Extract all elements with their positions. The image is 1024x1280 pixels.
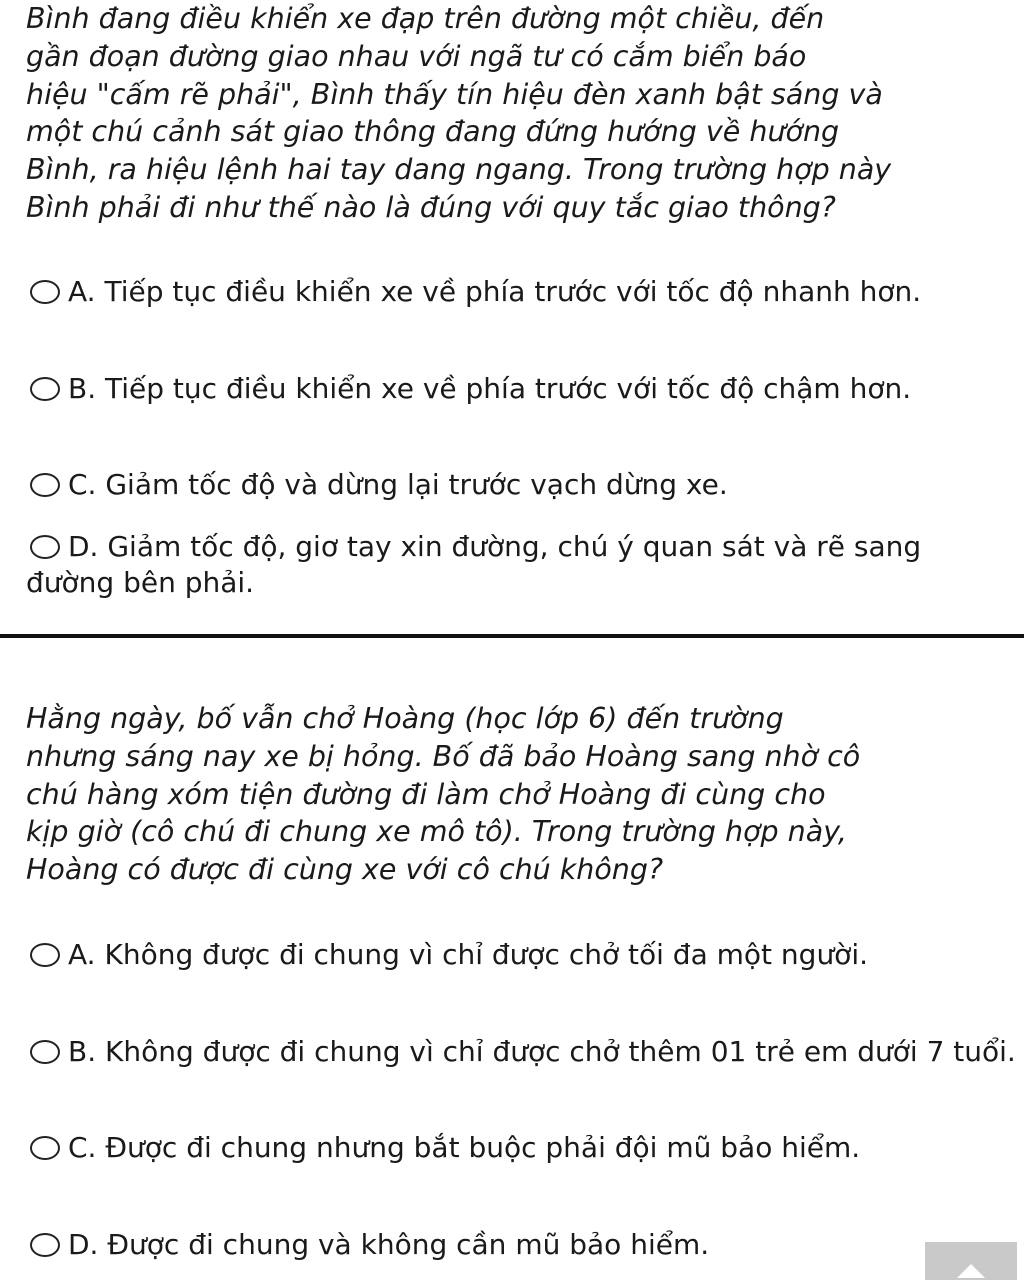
radio-circle-icon[interactable] [30,535,60,559]
question-1-option-b[interactable] [26,371,1016,407]
question-1-option-d[interactable] [26,529,1016,601]
question-2-option-a[interactable] [26,937,1016,973]
radio-circle-icon[interactable] [30,280,60,304]
radio-circle-icon[interactable] [30,1040,60,1064]
question-2-option-c[interactable] [26,1130,1016,1166]
radio-circle-icon[interactable] [30,943,60,967]
question-2-option-b[interactable] [26,1034,1016,1070]
radio-circle-icon[interactable] [30,377,60,401]
option-label: A. Không được đi chung vì chỉ được chở tối đa một người. [68,938,868,971]
option-label: D. Được đi chung và không cần mũ bảo hiểm. [68,1228,710,1261]
section-divider [0,634,1024,638]
option-label: C. Được đi chung nhưng bắt buộc phải đội mũ bảo hiểm. [68,1131,861,1164]
question-1-option-a[interactable] [26,274,1016,310]
option-label: B. Không được đi chung vì chỉ được chở thêm 01 trẻ em dưới 7 tuổi. [68,1035,1016,1068]
scroll-to-top-button[interactable] [925,1242,1017,1280]
option-label: C. Giảm tốc độ và dừng lại trước vạch dừng xe. [68,468,728,501]
question-1-option-c[interactable] [26,467,1016,503]
question-2-option-d[interactable] [26,1227,1016,1263]
radio-circle-icon[interactable] [30,1136,60,1160]
radio-circle-icon[interactable] [30,1233,60,1257]
option-label: A. Tiếp tục điều khiển xe về phía trước với tốc độ nhanh hơn. [68,275,922,308]
radio-circle-icon[interactable] [30,473,60,497]
question-1-text: Bình đang điều khiển xe đạp trên đường một chiều, đến gần đoạn đường giao nhau với ngã tư có cắm biển báo hiệu "cấm rẽ phải", Bình thấy tín hiệu đèn xanh bật sáng và một chú cảnh sát giao thông đang đứng hướng về hướng Bình, ra hiệu lệnh hai tay dang ngang. Trong trường hợp này Bình phải đi như thế nào là đúng với quy tắc giao thông? [26,2,892,224]
option-label: D. Giảm tốc độ, giơ tay xin đường, chú ý quan sát và rẽ sang đường bên phải. [26,530,922,599]
question-2-text: Hằng ngày, bố vẫn chở Hoàng (học lớp 6) đến trường nhưng sáng nay xe bị hỏng. Bố đã bảo Hoàng sang nhờ cô chú hàng xóm tiện đường đi làm chở Hoàng đi cùng cho kịp giờ (cô chú đi chung xe mô tô). Trong trường hợp này, Hoàng có được đi cùng xe với cô chú không? [26,702,861,887]
option-label: B. Tiếp tục điều khiển xe về phía trước với tốc độ chậm hơn. [68,372,912,405]
chevron-up-icon [957,1264,985,1278]
